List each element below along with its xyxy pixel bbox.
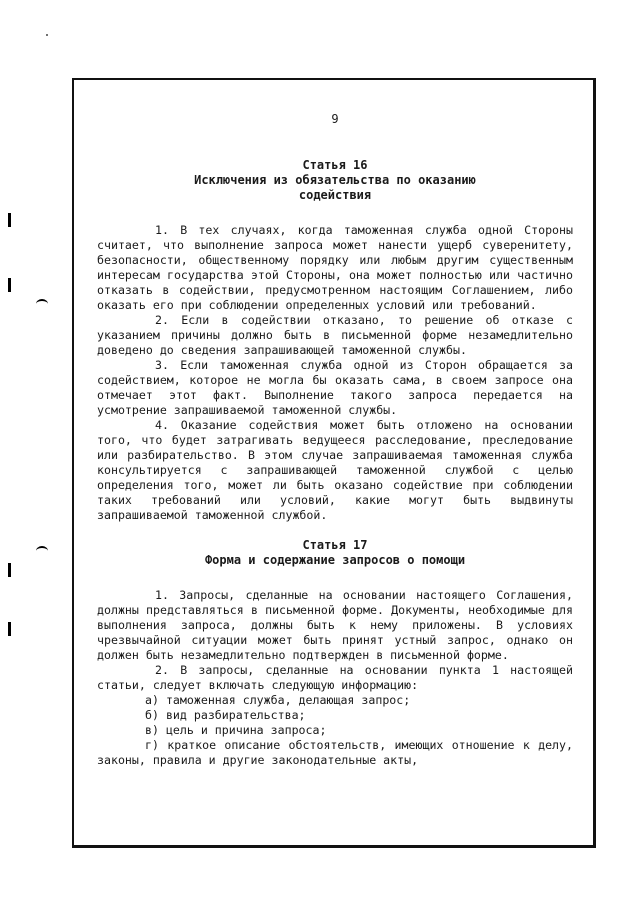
scan-mark: [8, 622, 11, 636]
article-17-title: Статья 17: [302, 538, 368, 552]
scan-mark: [36, 299, 48, 309]
list-item: в) цель и причина запроса;: [145, 723, 327, 737]
list-item: г) краткое описание обстоятельств, имеющих отношение к делу, законы, правила и другие законодательные акты,: [97, 738, 573, 767]
document-frame: [72, 78, 596, 848]
article-16-paragraph: 2. Если в содействии отказано, то решение об отказе с указанием причины должно быть в письменной форме незамедлительно доведено до сведения запрашивающей таможенной службы.: [97, 313, 573, 357]
scan-mark: [8, 213, 11, 227]
document-content: [97, 112, 573, 768]
article-16-subtitle: Исключения из обязательства по оказанию содействия: [194, 173, 476, 202]
article-16-paragraph: 4. Оказание содействия может быть отложено на основании того, что будет затрагивать ведущееся расследование, преследование или разбирательство. В этом случае запрашиваемая таможенная служба консультируется с запрашивающей таможенной службой с целью определения того, может ли быть оказано содействие при соблюдении таких требований или условий, какие могут быть выдвинуты запрашиваемой таможенной службой.: [97, 418, 573, 522]
article-16-paragraph: 3. Если таможенная служба одной из Сторон обращается за содействием, которое не могла бы оказать сама, в своем запросе она отмечает этот факт. Выполнение такого запроса передается на усмотрение запрашиваемой таможенной службы.: [97, 358, 573, 417]
scan-mark: [8, 278, 11, 292]
article-17-paragraph: 2. В запросы, сделанные на основании пункта 1 настоящей статьи, следует включать следующую информацию:: [97, 663, 573, 692]
article-17-paragraph: 1. Запросы, сделанные на основании настоящего Соглашения, должны представляться в письменной форме. Документы, необходимые для выполнения запроса, должны быть к нему приложены. В условиях чрезвычайной ситуации может быть принят устный запрос, однако он должен быть незамедлительно подтвержден в письменной форме.: [97, 588, 573, 662]
article-16-title: Статья 16: [302, 158, 368, 172]
article-16-paragraph: 1. В тех случаях, когда таможенная служба одной Стороны считает, что выполнение запроса может нанести ущерб суверенитету, безопасности, общественному порядку или любым другим существенным интересам государства этой Стороны, она может полностью или частично отказать в содействии, предусмотренном настоящим Соглашением, либо оказать его при соблюдении определенных условий или требований.: [97, 223, 573, 312]
scan-mark: [8, 563, 11, 577]
list-item: б) вид разбирательства;: [145, 708, 306, 722]
scan-mark: [36, 546, 48, 556]
page-number: 9: [331, 112, 339, 126]
article-17-subtitle: Форма и содержание запросов о помощи: [204, 553, 466, 567]
list-item: а) таможенная служба, делающая запрос;: [145, 693, 411, 707]
scan-speck: [46, 34, 48, 36]
